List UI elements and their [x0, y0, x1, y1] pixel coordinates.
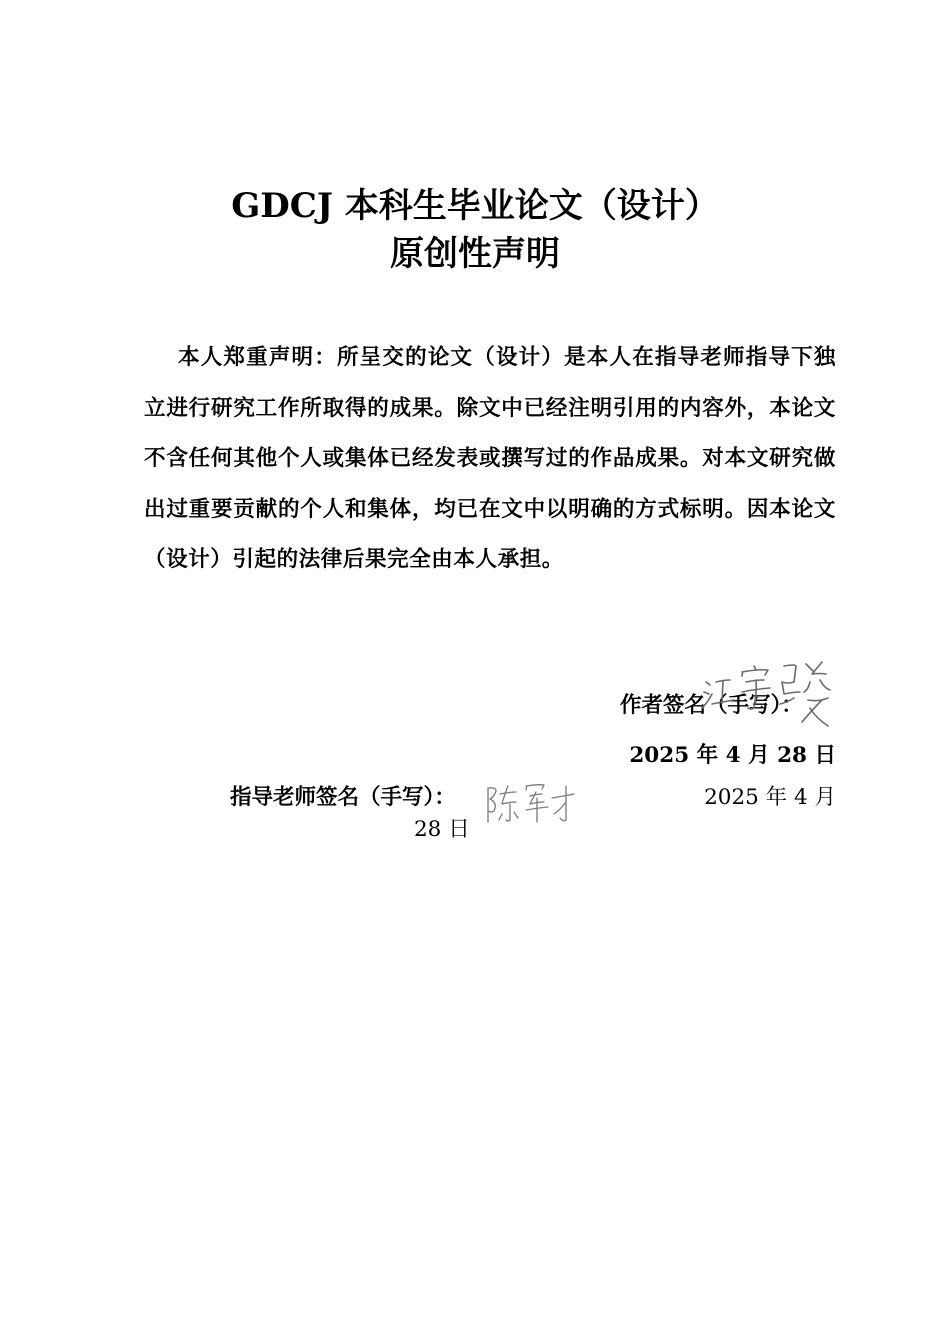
advisor-signature-label: 指导老师签名（手写）： — [230, 785, 456, 810]
advisor-handwritten-signature — [482, 780, 578, 826]
author-signature-label: 作者签名（手写）： — [620, 693, 803, 718]
declaration-statement: 本人郑重声明：所呈交的论文（设计）是本人在指导老师指导下独立进行研究工作所取得的成果。除文中已经注明引用的内容外，本论文不含任何其他个人或集体已经发表或撰写过的作品成果。对本文研究做出过重要贡献的个人和集体，均已在文中以明确的方式标明。因本论文（设计）引起的法律后果完全由本人承担。 — [144, 345, 836, 572]
document-subtitle: 原创性声明 — [390, 234, 560, 274]
author-signing-date: 2025 年 4 月 28 日 — [629, 743, 836, 768]
advisor-signing-date-year-month: 2025 年 4 月 — [704, 785, 836, 810]
advisor-signing-date-day: 28 日 — [414, 817, 470, 842]
document-title: GDCJ 本科生毕业论文（设计） — [231, 186, 719, 226]
